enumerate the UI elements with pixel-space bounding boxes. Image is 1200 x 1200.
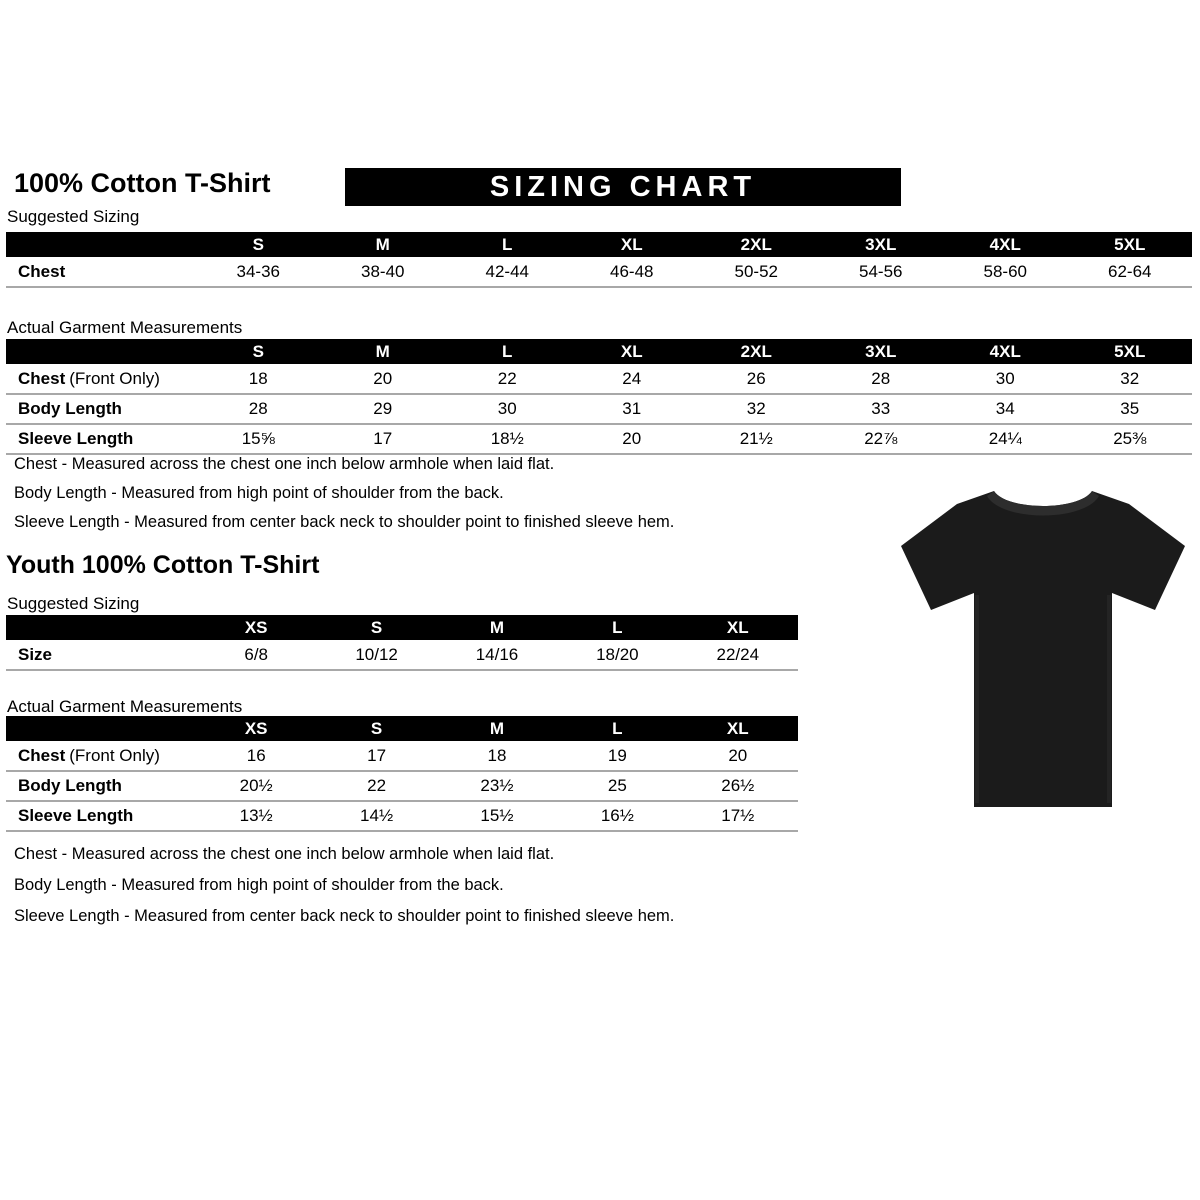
adult-actual-measurements-label: Actual Garment Measurements	[7, 318, 243, 337]
size-header-cell: XS	[196, 716, 316, 741]
measurement-cell: 50-52	[694, 257, 819, 287]
table-row	[6, 741, 798, 771]
row-label: Body Length	[6, 771, 196, 801]
measurement-cell: 20	[570, 424, 695, 454]
empty-header-cell	[6, 232, 196, 257]
tshirt-product-image	[893, 477, 1193, 817]
measurement-cell: 20	[678, 741, 798, 771]
measurement-cell: 18	[437, 741, 557, 771]
measurement-cell: 15⅝	[196, 424, 321, 454]
sizing-chart-banner	[345, 168, 901, 206]
measurement-cell: 15½	[437, 801, 557, 831]
measurement-cell: 34	[943, 394, 1068, 424]
measurement-cell: 32	[694, 394, 819, 424]
row-label: Sleeve Length	[6, 801, 196, 831]
size-header-cell: 3XL	[819, 339, 944, 364]
measurement-cell: 16½	[557, 801, 677, 831]
size-header-cell: XS	[196, 615, 316, 640]
measurement-cell: 28	[819, 364, 944, 394]
measurement-cell: 58-60	[943, 257, 1068, 287]
row-label: Chest	[6, 257, 196, 287]
measurement-cell: 22⅞	[819, 424, 944, 454]
measurement-cell: 38-40	[321, 257, 446, 287]
measurement-cell: 31	[570, 394, 695, 424]
youth-actual-measurements-table	[6, 716, 798, 832]
measurement-cell: 10/12	[316, 640, 436, 670]
table-row	[6, 364, 1192, 394]
empty-header-cell	[6, 615, 196, 640]
size-header-cell: L	[445, 232, 570, 257]
measurement-cell: 30	[445, 394, 570, 424]
row-label: Sleeve Length	[6, 424, 196, 454]
measurement-cell: 21½	[694, 424, 819, 454]
youth-suggested-sizing-label: Suggested Sizing	[7, 594, 140, 613]
note-line: Sleeve Length - Measured from center back neck to shoulder point to finished sleeve hem.	[14, 907, 675, 925]
measurement-cell: 22	[316, 771, 436, 801]
note-line: Sleeve Length - Measured from center back neck to shoulder point to finished sleeve hem.	[14, 513, 675, 531]
adult-actual-measurements-table	[6, 339, 1192, 455]
size-header-cell: L	[445, 339, 570, 364]
measurement-cell: 16	[196, 741, 316, 771]
measurement-cell: 6/8	[196, 640, 316, 670]
measurement-cell: 26	[694, 364, 819, 394]
size-header-cell: 4XL	[943, 339, 1068, 364]
measurement-cell: 22	[445, 364, 570, 394]
size-header-cell: XL	[678, 615, 798, 640]
table-row	[6, 257, 1192, 287]
size-header-cell: M	[321, 339, 446, 364]
table-header-row	[6, 716, 798, 741]
adult-measurement-notes	[14, 455, 674, 542]
measurement-cell: 32	[1068, 364, 1193, 394]
measurement-cell: 25	[557, 771, 677, 801]
table-row	[6, 801, 798, 831]
measurement-cell: 23½	[437, 771, 557, 801]
size-header-cell: S	[316, 615, 436, 640]
empty-header-cell	[6, 339, 196, 364]
measurement-cell: 20½	[196, 771, 316, 801]
measurement-cell: 22/24	[678, 640, 798, 670]
youth-measurement-notes	[14, 845, 674, 938]
size-header-cell: XL	[570, 339, 695, 364]
table-header-row	[6, 232, 1192, 257]
note-line: Body Length - Measured from high point of shoulder from the back.	[14, 484, 504, 502]
measurement-cell: 14/16	[437, 640, 557, 670]
size-header-cell: M	[437, 615, 557, 640]
measurement-cell: 24¼	[943, 424, 1068, 454]
table-header-row	[6, 615, 798, 640]
measurement-cell: 14½	[316, 801, 436, 831]
measurement-cell: 17	[316, 741, 436, 771]
measurement-cell: 54-56	[819, 257, 944, 287]
youth-section-title: Youth 100% Cotton T-Shirt	[6, 551, 320, 579]
size-header-cell: L	[557, 615, 677, 640]
size-header-cell: S	[196, 339, 321, 364]
table-header-row	[6, 339, 1192, 364]
measurement-cell: 13½	[196, 801, 316, 831]
measurement-cell: 29	[321, 394, 446, 424]
row-label: Chest (Front Only)	[6, 364, 196, 394]
size-header-cell: 4XL	[943, 232, 1068, 257]
measurement-cell: 26½	[678, 771, 798, 801]
measurement-cell: 18½	[445, 424, 570, 454]
measurement-cell: 46-48	[570, 257, 695, 287]
table-row	[6, 424, 1192, 454]
measurement-cell: 17	[321, 424, 446, 454]
size-header-cell: L	[557, 716, 677, 741]
size-header-cell: 3XL	[819, 232, 944, 257]
adult-suggested-sizing-label: Suggested Sizing	[7, 207, 140, 226]
size-header-cell: 2XL	[694, 339, 819, 364]
measurement-cell: 33	[819, 394, 944, 424]
note-line: Chest - Measured across the chest one inch below armhole when laid flat.	[14, 845, 555, 863]
measurement-cell: 42-44	[445, 257, 570, 287]
table-row	[6, 771, 798, 801]
measurement-cell: 20	[321, 364, 446, 394]
size-header-cell: 5XL	[1068, 339, 1193, 364]
measurement-cell: 17½	[678, 801, 798, 831]
row-sublabel: (Front Only)	[69, 368, 160, 388]
banner-label: SIZING CHART	[489, 170, 757, 203]
measurement-cell: 18/20	[557, 640, 677, 670]
measurement-cell: 30	[943, 364, 1068, 394]
measurement-cell: 28	[196, 394, 321, 424]
youth-suggested-sizing-table	[6, 615, 798, 671]
size-header-cell: XL	[678, 716, 798, 741]
row-label: Chest (Front Only)	[6, 741, 196, 771]
measurement-cell: 62-64	[1068, 257, 1193, 287]
note-line: Chest - Measured across the chest one inch below armhole when laid flat.	[14, 455, 555, 473]
measurement-cell: 19	[557, 741, 677, 771]
measurement-cell: 18	[196, 364, 321, 394]
measurement-cell: 35	[1068, 394, 1193, 424]
row-label: Body Length	[6, 394, 196, 424]
table-row	[6, 640, 798, 670]
empty-header-cell	[6, 716, 196, 741]
table-row	[6, 394, 1192, 424]
size-header-cell: XL	[570, 232, 695, 257]
measurement-cell: 25⅜	[1068, 424, 1193, 454]
size-header-cell: 5XL	[1068, 232, 1193, 257]
size-header-cell: 2XL	[694, 232, 819, 257]
size-header-cell: M	[437, 716, 557, 741]
size-header-cell: S	[196, 232, 321, 257]
size-header-cell: S	[316, 716, 436, 741]
measurement-cell: 34-36	[196, 257, 321, 287]
note-line: Body Length - Measured from high point of shoulder from the back.	[14, 876, 504, 894]
measurement-cell: 24	[570, 364, 695, 394]
size-header-cell: M	[321, 232, 446, 257]
adult-suggested-sizing-table	[6, 232, 1192, 288]
page-title: 100% Cotton T-Shirt	[14, 168, 271, 198]
youth-actual-measurements-label: Actual Garment Measurements	[7, 697, 243, 716]
row-label: Size	[6, 640, 196, 670]
row-sublabel: (Front Only)	[69, 745, 160, 765]
